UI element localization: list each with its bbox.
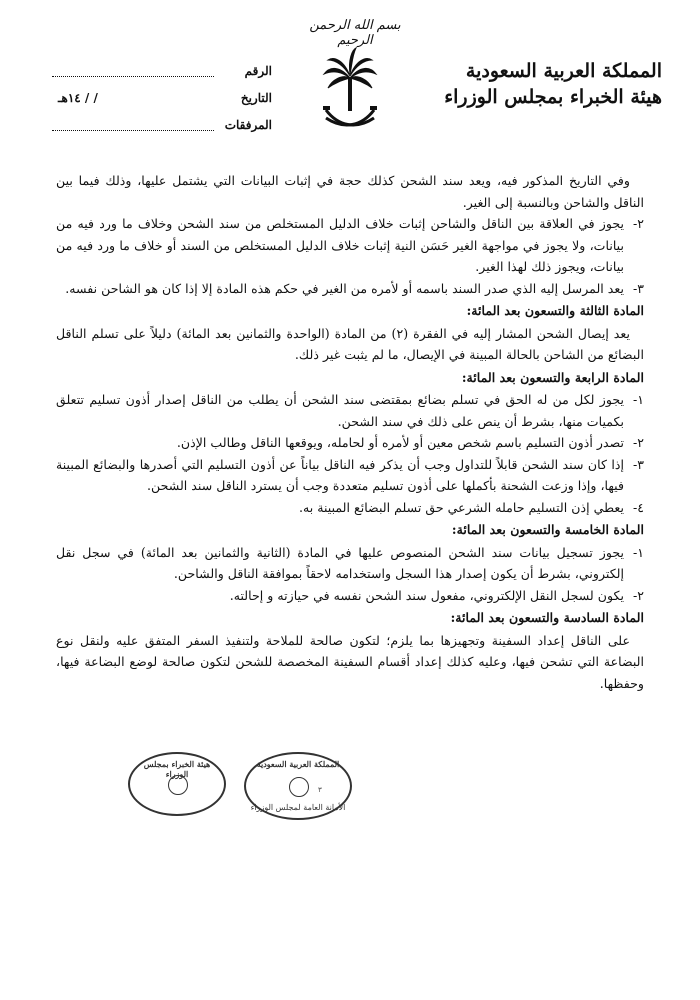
item-text: يعد المرسل إليه الذي صدر السند باسمه أو لأمره من الغير في حكم هذه المادة إلا إذا كان هو الشاحن نفسه.	[65, 280, 624, 296]
official-seal-right	[244, 752, 352, 820]
item-number: ٣-	[632, 456, 644, 472]
item-text: يجوز تسجيل بيانات سند الشحن المنصوص عليها في المادة (الثانية والثمانين بعد المائة) في سجل نقل إلكتروني، بشرط أن يكون إصدار هذا السجل واستخدامه لاحقاً بموافقة الناقل والشاحن.	[56, 544, 624, 581]
item-number: ٢-	[632, 216, 644, 231]
item-text: يجوز في العلاقة بين الناقل والشاحن إثبات خلاف الدليل المستخلص من سند الشحن وخلاف ما ورد فيه من بيانات، ولا يجوز في مواجهة الغير حَسَن النية إثبات خلاف الدليل المستخلص من السند أو خلاف ما ورد فيه من بيانات، ويجوز ذلك لهذا الغير.	[56, 216, 624, 274]
article-193-text: يعد إيصال الشحن المشار إليه في الفقرة (٢) من المادة (الواحدة والثمانين بعد المائة) دليلاً على تسلم الناقل البضائع من الشاحن بالحالة المبينة في الإيصال، ما لم يثبت غير ذلك.	[56, 325, 644, 362]
list-item	[56, 454, 644, 497]
attachments-line	[52, 130, 214, 131]
attachments-row	[52, 116, 272, 143]
seal-text: المملكة العربية السعودية	[256, 759, 340, 769]
list-item	[56, 497, 644, 519]
item-text: يكون لسجل النقل الإلكتروني، مفعول سند الشحن نفسه في حيازته و إحالته.	[229, 587, 624, 603]
document-body	[56, 170, 644, 694]
list-item	[56, 432, 644, 454]
page-number: ٣	[318, 786, 322, 794]
item-number: ١-	[632, 392, 644, 407]
item-text: إذا كان سند الشحن قابلاً للتداول وجب أن يذكر فيه الناقل بياناً عن أذون التسليم التي أصدرها والبضائع المبينة فيها، وإذا وزعت الشحنة بأكملها على أذون تسليم متعددة وجب أن يسترد الناقل سند الشحن.	[56, 456, 624, 493]
article-196-title: المادة السادسة والتسعون بعد المائة:	[450, 610, 644, 625]
article-195-title: المادة الخامسة والتسعون بعد المائة:	[451, 522, 644, 537]
reference-row	[52, 62, 272, 89]
article-193-title: المادة الثالثة والتسعون بعد المائة:	[466, 303, 644, 318]
item-text: تصدر أذون التسليم باسم شخص معين أو لأمره أو لحامله، ويوقعها الناقل وطالب الإذن.	[176, 435, 624, 450]
list-item	[56, 213, 644, 278]
item-text: يعطي إذن التسليم حامله الشرعي حق تسلم البضائع المبينة به.	[298, 499, 624, 515]
article-196-text: على الناقل إعداد السفينة وتجهيزها بما يلزم؛ لتكون صالحة للملاحة ولتنفيذ السفر المتفق عليه ولنقل نوع البضاعة التي تشحن فيها، وعليه كذلك إعداد أقسام السفينة المخصصة للشحن لتكون صالحة لوضع البضاعة فيها، وحفظها.	[56, 632, 644, 691]
list-item	[56, 585, 644, 607]
attachments-label: المرفقات	[224, 118, 272, 132]
emblem-icon	[168, 775, 188, 795]
date-row	[52, 89, 272, 116]
seal-text: الأمانة العامة لمجلس الوزراء	[250, 803, 346, 812]
list-item	[56, 389, 644, 432]
org-name: المملكة العربية السعودية	[465, 60, 662, 82]
date-value: / / ١٤هـ	[58, 91, 98, 105]
item-number: ٢-	[632, 587, 644, 603]
org-subname: هيئة الخبراء بمجلس الوزراء	[444, 86, 662, 108]
item-number: ٣-	[632, 280, 644, 296]
list-item	[56, 278, 644, 300]
palm-and-swords-emblem-icon	[322, 44, 378, 140]
emblem-icon	[289, 777, 309, 797]
continuation-paragraph: وفي التاريخ المذكور فيه، ويعد سند الشحن كذلك حجة في إثبات البيانات التي يشتمل عليها، وذلك فيما بين الناقل والشاحن وبالنسبة إلى الغير.	[56, 173, 644, 210]
letterhead	[412, 58, 662, 110]
item-number: ٤-	[632, 499, 644, 515]
reference-line	[52, 76, 214, 77]
basmala: بسم الله الرحمن الرحيم	[309, 18, 401, 48]
item-text: يجوز لكل من له الحق في تسلم بضائع بمقتضى سند الشحن أن يطلب من الناقل إصدار أذون تسليم تتعلق بكميات منها، بشرط أن ينص على ذلك في سند الشحن.	[56, 392, 624, 429]
official-seal-left	[128, 752, 226, 816]
item-number: ١-	[632, 544, 644, 560]
item-number: ٢-	[632, 435, 644, 450]
list-item	[56, 542, 644, 585]
seal-text: هيئة الخبراء بمجلس الوزراء	[143, 759, 211, 779]
date-label: التاريخ	[240, 91, 272, 105]
reference-label: الرقم	[244, 64, 272, 78]
reference-block	[52, 62, 272, 143]
article-194-title: المادة الرابعة والتسعون بعد المائة:	[461, 369, 644, 385]
